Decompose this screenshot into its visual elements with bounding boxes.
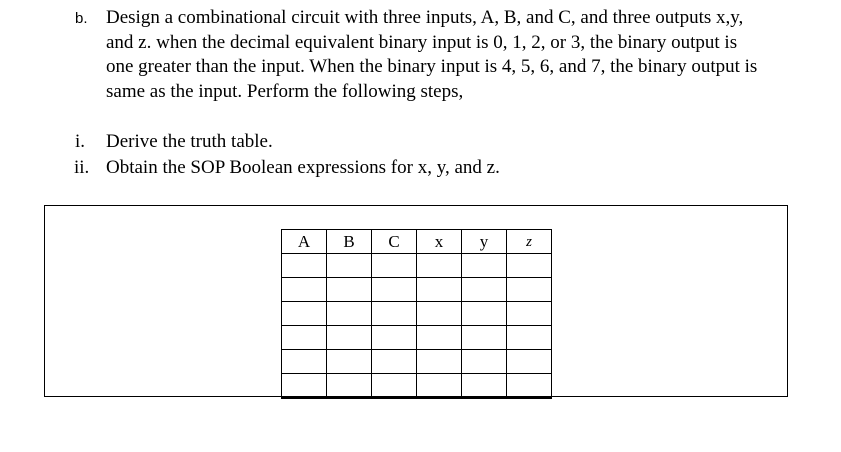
question-line: Design a combinational circuit with three inputs, A, B, and C, and three outputs x,y, [106, 7, 744, 28]
truth-table [281, 229, 552, 399]
table-cell[interactable] [507, 302, 552, 326]
table-cell[interactable] [462, 350, 507, 374]
table-cell[interactable] [462, 302, 507, 326]
table-row [282, 278, 552, 302]
table-cell[interactable] [507, 326, 552, 350]
table-row [282, 350, 552, 374]
table-cell[interactable] [372, 326, 417, 350]
table-row [282, 254, 552, 278]
table-row [282, 326, 552, 350]
table-cell[interactable] [327, 278, 372, 302]
step-item [0, 157, 841, 179]
table-cell[interactable] [282, 374, 327, 399]
step-text: Obtain the SOP Boolean expressions for x, y, and z. [106, 157, 500, 178]
table-cell[interactable] [282, 350, 327, 374]
table-row [282, 302, 552, 326]
header-cell-x: x [417, 230, 462, 254]
header-cell-z: z [507, 230, 552, 254]
table-cell[interactable] [417, 326, 462, 350]
step-number: i. [75, 131, 86, 152]
header-cell-b: B [327, 230, 372, 254]
table-cell[interactable] [462, 374, 507, 399]
table-cell[interactable] [372, 278, 417, 302]
table-cell[interactable] [372, 254, 417, 278]
table-cell[interactable] [417, 278, 462, 302]
table-cell[interactable] [282, 254, 327, 278]
table-cell[interactable] [327, 350, 372, 374]
question-label: b. [75, 10, 88, 27]
table-cell[interactable] [507, 278, 552, 302]
table-cell[interactable] [507, 374, 552, 399]
table-cell[interactable] [327, 302, 372, 326]
header-cell-a: A [282, 230, 327, 254]
table-cell[interactable] [417, 254, 462, 278]
table-cell[interactable] [282, 326, 327, 350]
table-cell[interactable] [462, 278, 507, 302]
table-cell[interactable] [507, 350, 552, 374]
table-cell[interactable] [372, 374, 417, 399]
table-cell[interactable] [417, 374, 462, 399]
table-cell[interactable] [327, 374, 372, 399]
question-text [106, 6, 806, 104]
header-cell-c: C [372, 230, 417, 254]
table-cell[interactable] [462, 254, 507, 278]
table-cell[interactable] [372, 350, 417, 374]
table-cell[interactable] [327, 254, 372, 278]
table-row [282, 374, 552, 399]
table-cell[interactable] [417, 302, 462, 326]
question-line: same as the input. Perform the following steps, [106, 80, 464, 102]
question-line: one greater than the input. When the binary input is 4, 5, 6, and 7, the binary output is [106, 56, 758, 77]
question-line: and z. when the decimal equivalent binary input is 0, 1, 2, or 3, the binary output is [106, 31, 738, 53]
step-number: ii. [74, 157, 90, 178]
table-cell[interactable] [282, 302, 327, 326]
step-item [0, 131, 841, 153]
step-text: Derive the truth table. [106, 131, 273, 152]
table-cell[interactable] [462, 326, 507, 350]
header-cell-y: y [462, 230, 507, 254]
table-cell[interactable] [282, 278, 327, 302]
table-cell[interactable] [372, 302, 417, 326]
table-cell[interactable] [327, 326, 372, 350]
table-cell[interactable] [507, 254, 552, 278]
table-cell[interactable] [417, 350, 462, 374]
truth-table-header-row [282, 230, 552, 254]
